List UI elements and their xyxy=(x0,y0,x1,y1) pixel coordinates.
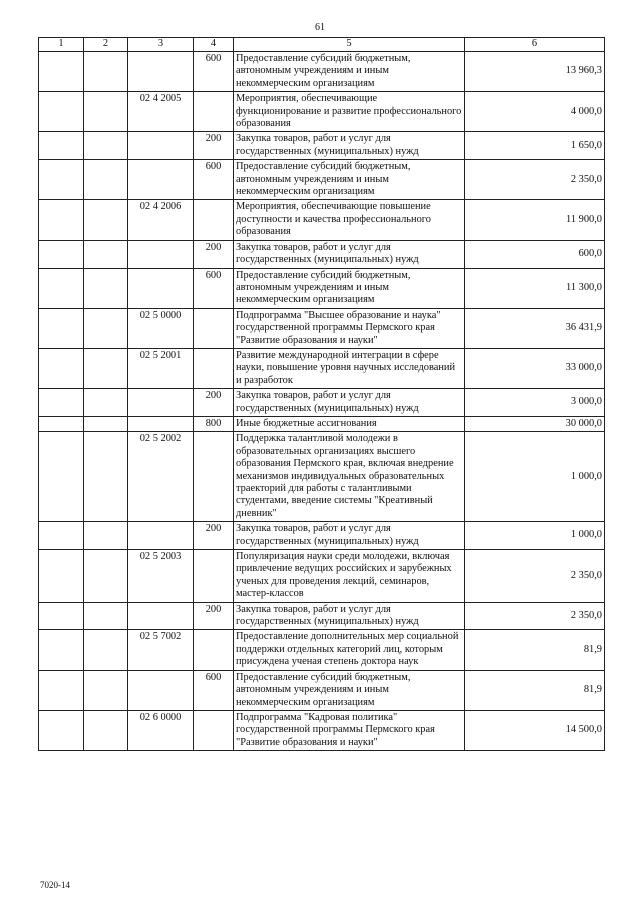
table-row xyxy=(39,550,605,603)
amount: 11 300,0 xyxy=(465,268,605,308)
expense-type-code xyxy=(194,630,234,670)
amount: 81,9 xyxy=(465,630,605,670)
item-description: Закупка товаров, работ и услуг для государственных (муниципальных) нужд xyxy=(234,132,465,160)
target-article-code xyxy=(128,602,194,630)
table-row xyxy=(39,160,605,200)
amount: 11 900,0 xyxy=(465,200,605,240)
cell-col-2 xyxy=(84,200,128,240)
column-header: 4 xyxy=(194,38,234,52)
expense-type-code xyxy=(194,432,234,522)
cell-col-1 xyxy=(39,308,84,348)
amount: 14 500,0 xyxy=(465,710,605,750)
cell-col-2 xyxy=(84,522,128,550)
cell-col-1 xyxy=(39,630,84,670)
target-article-code xyxy=(128,52,194,92)
table-row xyxy=(39,432,605,522)
target-article-code xyxy=(128,240,194,268)
amount: 1 000,0 xyxy=(465,522,605,550)
item-description: Поддержка талантливой молодежи в образовательных организациях высшего образования Пермского края, включая внедрение механизмов индивидуальных образовательных траекторий для работы с талантливыми студентами, введение системы "Креативный дневник" xyxy=(234,432,465,522)
amount: 600,0 xyxy=(465,240,605,268)
cell-col-1 xyxy=(39,92,84,132)
item-description: Подпрограмма "Кадровая политика" государственной программы Пермского края "Развитие образования и науки" xyxy=(234,710,465,750)
item-description: Предоставление дополнительных мер социальной поддержки отдельных категорий лиц, которым присуждена ученая степень доктора наук xyxy=(234,630,465,670)
item-description: Предоставление субсидий бюджетным, автономным учреждениям и иным некоммерческим организациям xyxy=(234,268,465,308)
amount: 3 000,0 xyxy=(465,389,605,417)
target-article-code xyxy=(128,670,194,710)
cell-col-2 xyxy=(84,630,128,670)
cell-col-2 xyxy=(84,268,128,308)
cell-col-1 xyxy=(39,348,84,388)
expense-type-code: 600 xyxy=(194,268,234,308)
item-description: Предоставление субсидий бюджетным, автономным учреждениям и иным некоммерческим организациям xyxy=(234,160,465,200)
expense-type-code: 200 xyxy=(194,522,234,550)
expense-type-code xyxy=(194,348,234,388)
item-description: Мероприятия, обеспечивающие функционирование и развитие профессионального образования xyxy=(234,92,465,132)
table-header-row xyxy=(39,38,605,52)
cell-col-1 xyxy=(39,389,84,417)
expense-type-code: 600 xyxy=(194,160,234,200)
table-row xyxy=(39,200,605,240)
item-description: Закупка товаров, работ и услуг для государственных (муниципальных) нужд xyxy=(234,389,465,417)
target-article-code xyxy=(128,132,194,160)
cell-col-2 xyxy=(84,710,128,750)
column-header: 1 xyxy=(39,38,84,52)
amount: 33 000,0 xyxy=(465,348,605,388)
table-row xyxy=(39,602,605,630)
item-description: Мероприятия, обеспечивающие повышение доступности и качества профессионального образования xyxy=(234,200,465,240)
table-row xyxy=(39,132,605,160)
amount: 2 350,0 xyxy=(465,160,605,200)
expense-type-code: 600 xyxy=(194,670,234,710)
expense-type-code xyxy=(194,92,234,132)
table-row xyxy=(39,308,605,348)
cell-col-2 xyxy=(84,132,128,160)
cell-col-2 xyxy=(84,308,128,348)
item-description: Закупка товаров, работ и услуг для государственных (муниципальных) нужд xyxy=(234,602,465,630)
cell-col-1 xyxy=(39,416,84,431)
item-description: Закупка товаров, работ и услуг для государственных (муниципальных) нужд xyxy=(234,522,465,550)
cell-col-1 xyxy=(39,602,84,630)
target-article-code: 02 5 2002 xyxy=(128,432,194,522)
amount: 81,9 xyxy=(465,670,605,710)
cell-col-1 xyxy=(39,132,84,160)
item-description: Развитие международной интеграции в сфере науки, повышение уровня научных исследований и разработок xyxy=(234,348,465,388)
target-article-code: 02 4 2006 xyxy=(128,200,194,240)
cell-col-1 xyxy=(39,200,84,240)
table-row xyxy=(39,348,605,388)
target-article-code xyxy=(128,522,194,550)
item-description: Предоставление субсидий бюджетным, автономным учреждениям и иным некоммерческим организациям xyxy=(234,670,465,710)
amount: 4 000,0 xyxy=(465,92,605,132)
cell-col-2 xyxy=(84,670,128,710)
table-row xyxy=(39,670,605,710)
cell-col-1 xyxy=(39,670,84,710)
cell-col-2 xyxy=(84,416,128,431)
target-article-code xyxy=(128,389,194,417)
cell-col-2 xyxy=(84,602,128,630)
cell-col-2 xyxy=(84,389,128,417)
amount: 13 960,3 xyxy=(465,52,605,92)
target-article-code: 02 5 0000 xyxy=(128,308,194,348)
target-article-code: 02 4 2005 xyxy=(128,92,194,132)
expense-type-code: 200 xyxy=(194,132,234,160)
amount: 2 350,0 xyxy=(465,550,605,603)
table-row xyxy=(39,52,605,92)
amount: 1 000,0 xyxy=(465,432,605,522)
target-article-code: 02 5 2003 xyxy=(128,550,194,603)
cell-col-2 xyxy=(84,348,128,388)
cell-col-1 xyxy=(39,710,84,750)
budget-table xyxy=(38,37,605,751)
expense-type-code xyxy=(194,200,234,240)
item-description: Предоставление субсидий бюджетным, автономным учреждениям и иным некоммерческим организациям xyxy=(234,52,465,92)
item-description: Подпрограмма "Высшее образование и наука" государственной программы Пермского края "Развитие образования и науки" xyxy=(234,308,465,348)
expense-type-code: 200 xyxy=(194,389,234,417)
cell-col-2 xyxy=(84,92,128,132)
column-header: 2 xyxy=(84,38,128,52)
cell-col-1 xyxy=(39,240,84,268)
cell-col-1 xyxy=(39,268,84,308)
target-article-code: 02 5 2001 xyxy=(128,348,194,388)
expense-type-code: 800 xyxy=(194,416,234,431)
column-header: 3 xyxy=(128,38,194,52)
cell-col-1 xyxy=(39,522,84,550)
table-row xyxy=(39,268,605,308)
cell-col-2 xyxy=(84,52,128,92)
table-row xyxy=(39,522,605,550)
expense-type-code xyxy=(194,308,234,348)
table-row xyxy=(39,240,605,268)
cell-col-1 xyxy=(39,550,84,603)
cell-col-2 xyxy=(84,550,128,603)
expense-type-code: 600 xyxy=(194,52,234,92)
target-article-code xyxy=(128,160,194,200)
cell-col-2 xyxy=(84,160,128,200)
cell-col-1 xyxy=(39,432,84,522)
item-description: Популяризация науки среди молодежи, включая привлечение ведущих российских и зарубежных ученых для проведения лекций, семинаров, мастер-классов xyxy=(234,550,465,603)
expense-type-code: 200 xyxy=(194,240,234,268)
page-number: 61 xyxy=(315,22,325,33)
cell-col-2 xyxy=(84,240,128,268)
table-row xyxy=(39,630,605,670)
target-article-code: 02 5 7002 xyxy=(128,630,194,670)
item-description: Иные бюджетные ассигнования xyxy=(234,416,465,431)
target-article-code xyxy=(128,268,194,308)
amount: 2 350,0 xyxy=(465,602,605,630)
expense-type-code xyxy=(194,710,234,750)
cell-col-1 xyxy=(39,52,84,92)
cell-col-1 xyxy=(39,160,84,200)
table-row xyxy=(39,710,605,750)
column-header: 5 xyxy=(234,38,465,52)
target-article-code: 02 6 0000 xyxy=(128,710,194,750)
expense-type-code xyxy=(194,550,234,603)
column-header: 6 xyxy=(465,38,605,52)
expense-type-code: 200 xyxy=(194,602,234,630)
table-row xyxy=(39,416,605,431)
amount: 1 650,0 xyxy=(465,132,605,160)
footer-code: 7020-14 xyxy=(40,880,70,890)
target-article-code xyxy=(128,416,194,431)
table-row xyxy=(39,92,605,132)
amount: 36 431,9 xyxy=(465,308,605,348)
table-row xyxy=(39,389,605,417)
cell-col-2 xyxy=(84,432,128,522)
amount: 30 000,0 xyxy=(465,416,605,431)
item-description: Закупка товаров, работ и услуг для государственных (муниципальных) нужд xyxy=(234,240,465,268)
